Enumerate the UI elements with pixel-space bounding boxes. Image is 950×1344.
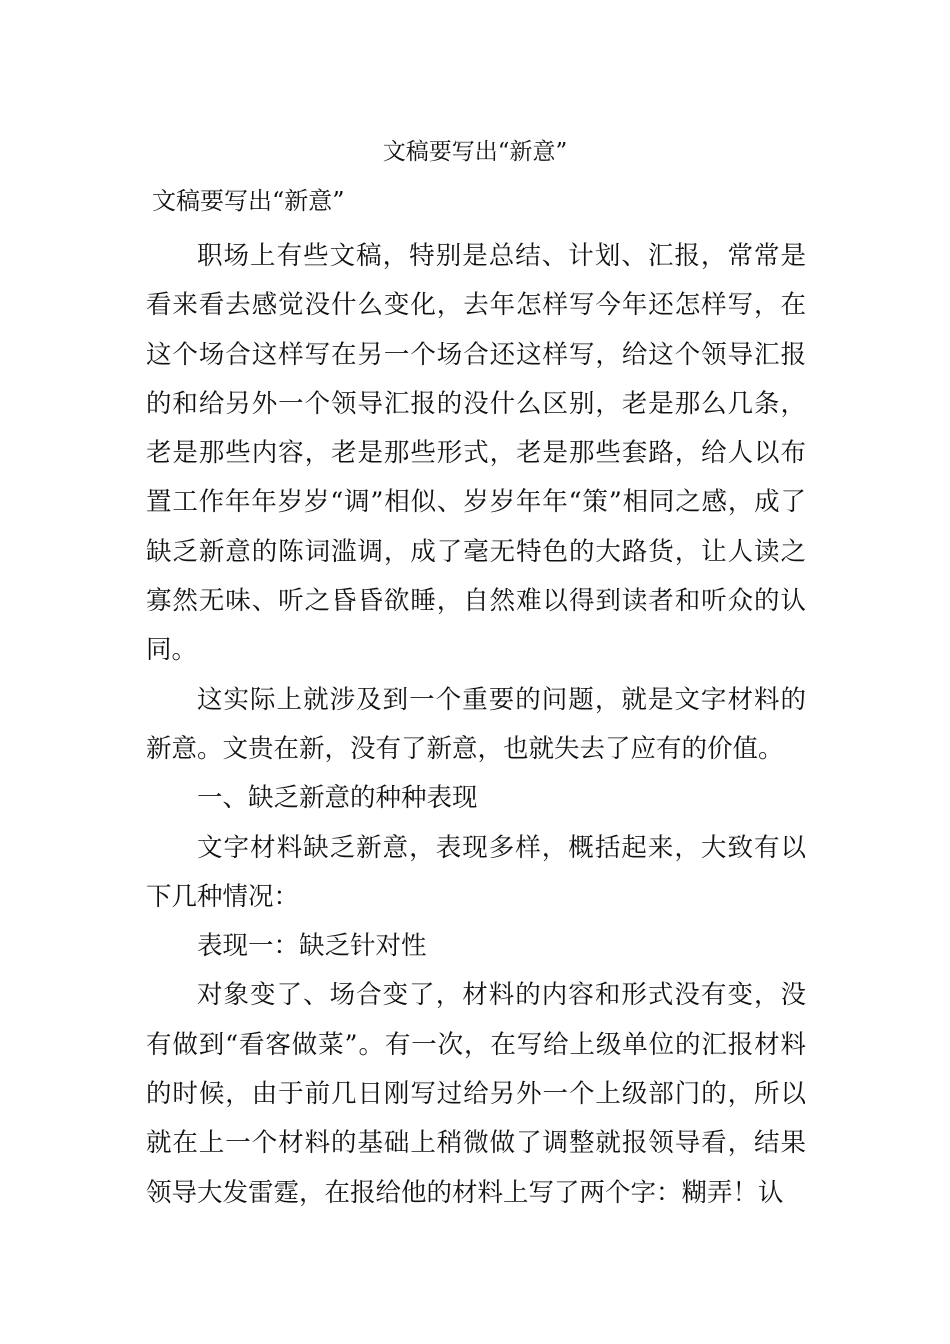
section-heading: 一、缺乏新意的种种表现 (197, 783, 478, 814)
paragraph-overview: 文字材料缺乏新意，表现多样，概括起来，大致有以下几种情况： (146, 832, 806, 912)
paragraph-intro: 职场上有些文稿，特别是总结、计划、汇报，常常是看来看去感觉没什么变化，去年怎样写今年还怎样写，在这个场合这样写在另一个场合还这样写，给这个领导汇报的和给另外一个领导汇报的没什么区别，老是那么几条，老是那些内容，老是那些形式，老是那些套路，给人以布置工作年年岁岁“调”相似、岁岁年年“策”相同之感，成了缺乏新意的陈词滥调，成了毫无特色的大路货，让人读之寡然无味、听之昏昏欲睡，自然难以得到读者和听众的认同。 (146, 241, 806, 666)
paragraph-importance: 这实际上就涉及到一个重要的问题，就是文字材料的新意。文贵在新，没有了新意，也就失去了应有的价值。 (146, 684, 806, 764)
document-subtitle: 文稿要写出“新意” (152, 187, 345, 215)
document-body (146, 232, 806, 1218)
subsection-heading: 表现一：缺乏针对性 (197, 931, 427, 962)
paragraph-example: 对象变了、场合变了，材料的内容和形式没有变，没有做到“看客做菜”。有一次，在写给上级单位的汇报材料的时候，由于前几日刚写过给另外一个上级部门的，所以就在上一个材料的基础上稍微做了调整就报领导看，结果领导大发雷霆，在报给他的材料上写了两个字：糊弄！认 (146, 980, 806, 1208)
document-title: 文稿要写出“新意” (382, 139, 568, 165)
